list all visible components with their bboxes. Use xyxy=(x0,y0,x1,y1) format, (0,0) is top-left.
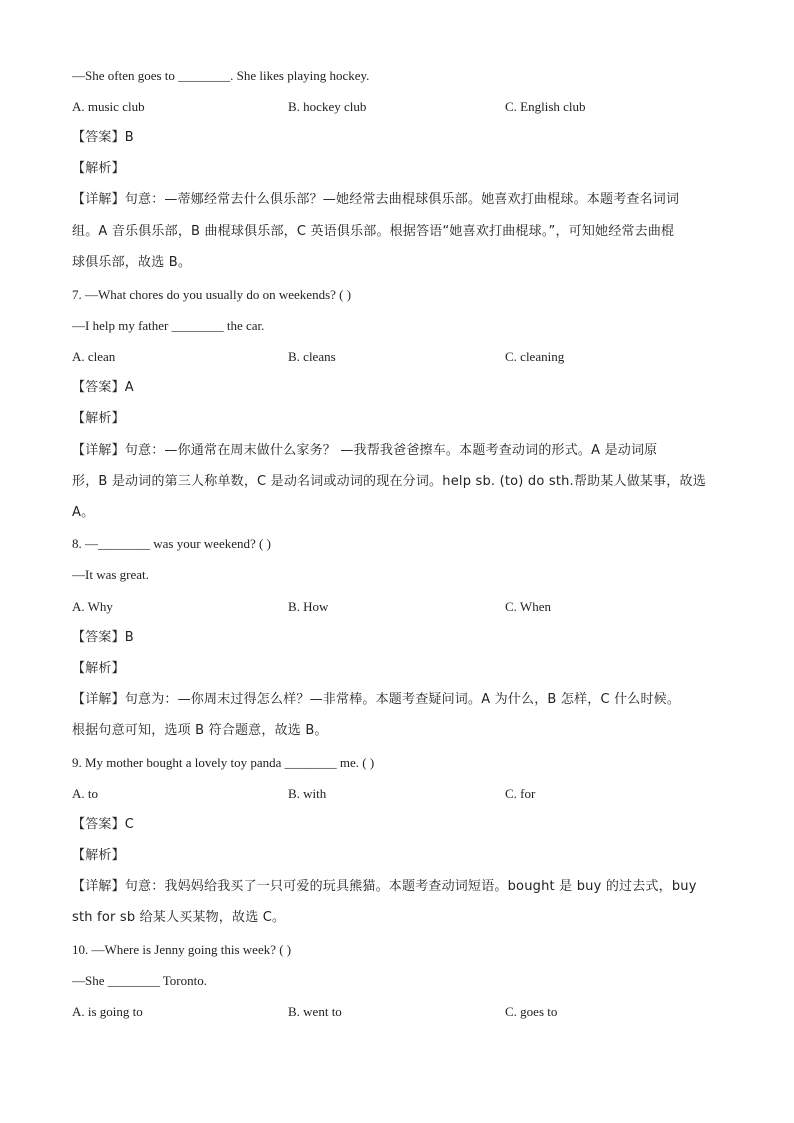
q9-explanation-line-1: 【详解】句意：我妈妈给我买了一只可爱的玩具熊猫。本题考查动词短语。bought 是 buy 的过去式，buy xyxy=(72,879,697,894)
q7-answer: 【答案】A xyxy=(72,380,134,395)
q6-option-c: C. English club xyxy=(505,99,586,114)
q9-answer: 【答案】C xyxy=(72,817,135,832)
q9-options xyxy=(72,786,732,802)
q7-analysis-label: 【解析】 xyxy=(72,411,125,426)
q7-dialogue: —I help my father ________ the car. xyxy=(72,318,265,333)
q8-explanation-line-1: 【详解】句意为：—你周末过得怎么样？—非常棒。本题考查疑问词。A 为什么，B 怎样，C 什么时候。 xyxy=(72,692,681,707)
q8-option-c: C. When xyxy=(505,599,551,614)
q10-options xyxy=(72,1004,732,1020)
q10-option-b: B. went to xyxy=(288,1004,342,1019)
q8-option-b: B. How xyxy=(288,599,329,614)
q7-explanation-line-2: 形，B 是动词的第三人称单数，C 是动名词或动词的现在分词。help sb. (to) do sth.帮助某人做某事，故选 xyxy=(72,474,706,489)
q9-option-b: B. with xyxy=(288,786,327,801)
q6-answer: 【答案】B xyxy=(72,130,134,145)
q6-option-a: A. music club xyxy=(72,99,145,114)
q10-option-a: A. is going to xyxy=(72,1004,143,1019)
q8-answer: 【答案】B xyxy=(72,630,134,645)
q8-dialogue: —It was great. xyxy=(72,567,149,582)
q8-explanation-line-2: 根据句意可知，选项 B 符合题意，故选 B。 xyxy=(72,723,328,738)
q6-analysis-label: 【解析】 xyxy=(72,161,125,176)
q9-analysis-label: 【解析】 xyxy=(72,848,125,863)
q8-question: 8. —________ was your weekend? ( ) xyxy=(72,536,271,551)
q6-options xyxy=(72,99,732,115)
q8-analysis-label: 【解析】 xyxy=(72,661,125,676)
q7-option-c: C. cleaning xyxy=(505,349,565,364)
q7-explanation-line-3: A。 xyxy=(72,505,95,520)
q8-option-a: A. Why xyxy=(72,599,113,614)
q6-answer-dialogue: —She often goes to ________. She likes playing hockey. xyxy=(72,68,370,83)
q9-question: 9. My mother bought a lovely toy panda ________ me. ( ) xyxy=(72,755,375,770)
q9-option-a: A. to xyxy=(72,786,98,801)
q6-explanation-line-1: 【详解】句意：—蒂娜经常去什么俱乐部？—她经常去曲棍球俱乐部。她喜欢打曲棍球。本题考查名词词 xyxy=(72,192,680,207)
q8-options xyxy=(72,599,732,615)
q7-explanation-line-1: 【详解】句意：—你通常在周末做什么家务？ —我帮我爸爸擦车。本题考查动词的形式。A 是动词原 xyxy=(72,443,658,458)
q10-question: 10. —Where is Jenny going this week? ( ) xyxy=(72,942,292,957)
q10-option-c: C. goes to xyxy=(505,1004,558,1019)
q6-option-b: B. hockey club xyxy=(288,99,367,114)
q7-question: 7. —What chores do you usually do on weekends? ( ) xyxy=(72,287,352,302)
q10-dialogue: —She ________ Toronto. xyxy=(72,973,207,988)
q6-explanation-line-3: 球俱乐部，故选 B。 xyxy=(72,255,192,270)
q6-explanation-line-2: 组。A 音乐俱乐部，B 曲棍球俱乐部，C 英语俱乐部。根据答语“她喜欢打曲棍球。”，可知她经常去曲棍 xyxy=(72,224,675,239)
q7-options xyxy=(72,349,732,365)
q9-option-c: C. for xyxy=(505,786,536,801)
q9-explanation-line-2: sth for sb 给某人买某物，故选 C。 xyxy=(72,910,286,925)
q7-option-a: A. clean xyxy=(72,349,116,364)
q7-option-b: B. cleans xyxy=(288,349,336,364)
